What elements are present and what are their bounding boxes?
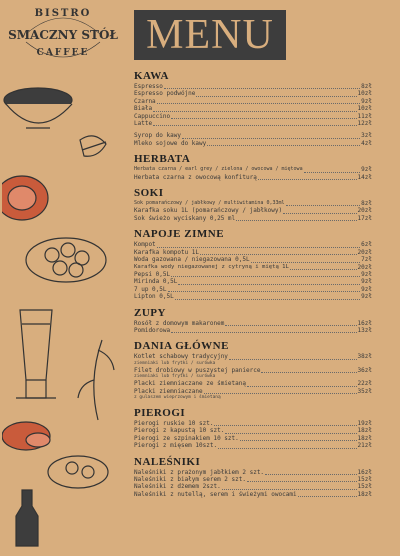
menu-item: Woda gazowana / niegazowana 0,5L 7zł: [134, 256, 372, 264]
menu-item: Naleśniki z prażonym jabłkiem 2 szt. 16zł: [134, 468, 372, 476]
section-title: PIEROGI: [134, 406, 186, 419]
section-title: KAWA: [134, 70, 170, 82]
menu-item: Herbata czarna z owocową konfiturą 14zł: [134, 173, 372, 181]
menu-item: Syrop do kawy 3zł: [134, 132, 372, 140]
page-title: MENU: [146, 12, 274, 58]
menu-item: Cappuccino 11zł: [134, 112, 372, 120]
logo-middle-text: SMACZNY STÓŁ: [8, 28, 118, 42]
herb-icon: [78, 340, 114, 420]
menu-item: Placki ziemniaczane ze śmietaną 22zł: [134, 380, 372, 388]
section-nalesniki: [134, 456, 372, 499]
menu-item: Karafka kompotu 1L 20zł: [134, 248, 372, 256]
dumplings-icon: [26, 238, 106, 282]
section-dania-glowne: [134, 340, 372, 401]
menu-item: Herbata czarna / earl grey / zielona / owocowa / miętowa 9zł: [134, 166, 372, 174]
section-kawa: [134, 70, 372, 147]
menu-item: Filet drobiowy w puszystej panierce 36zł: [134, 366, 372, 374]
menu-item: Naleśniki z nutellą, serem i świeżymi owocami 18zł: [134, 490, 372, 498]
bistro-logo: [6, 6, 120, 64]
section-herbata: [134, 153, 372, 181]
menu-item: Kompot 6zł: [134, 241, 372, 249]
menu-item: Pomidorowa 13zł: [134, 326, 372, 334]
menu-item: Pierogi z kapustą 10 szt. 18zł: [134, 427, 372, 435]
food-sketches: [2, 80, 132, 550]
leaf-icon: [80, 136, 106, 156]
menu-item: 7 up 0,5L 9zł: [134, 285, 372, 293]
menu-item: Lipton 0,5L 9zł: [134, 293, 372, 301]
section-title: NALEŚNIKI: [134, 455, 201, 468]
menu-item: Karafka soku 1L (pomarańczowy / jabłkowy) 20zł: [134, 207, 372, 215]
menu-item: Latte 12zł: [134, 120, 372, 128]
section-title: SOKI: [134, 187, 164, 200]
section-title: DANIA GŁÓWNE: [134, 340, 229, 353]
menu-item-note: z gulaszem wieprzowym i śmietaną: [134, 394, 221, 400]
logo-bottom-text: CAFFEE: [36, 48, 90, 58]
section-title: HERBATA: [134, 153, 191, 166]
menu-item: Sok świeżo wyciskany 0,25 ml 17zł: [134, 214, 372, 222]
menu-item-note: ziemniaki lub frytki / surówka: [134, 374, 216, 380]
pastries-icon: [48, 456, 108, 488]
menu-item: Kotlet schabowy tradycyjny 38zł: [134, 353, 372, 361]
menu-title-box: [134, 10, 286, 60]
menu-item: Sok pomarańczowy / jabłkowy / multiwitamina 0,33ml 8zł: [134, 200, 372, 208]
bowl-icon: [4, 88, 72, 128]
menu-item: Naleśniki z białym serem 2 szt. 15zł: [134, 476, 372, 483]
menu-item: Czarna 9zł: [134, 97, 372, 105]
section-pierogi: [134, 407, 372, 450]
menu-item: Mleko sojowe do kawy 4zł: [134, 139, 372, 147]
menu-item: Pepsi 0,5L 9zł: [134, 270, 372, 278]
tomato-icon: [2, 176, 48, 220]
section-zupy: [134, 307, 372, 335]
menu-item: Biała 10zł: [134, 105, 372, 113]
menu-item: Rosół z domowym makaronem 16zł: [134, 319, 372, 327]
menu-item: Pierogi z mięsem 10szt. 21zł: [134, 442, 372, 450]
menu-item: Naleśniki z dżemem 2szt. 15zł: [134, 483, 372, 491]
menu-content: [134, 70, 372, 504]
menu-item: Pierogi ze szpinakiem 10 szt. 18zł: [134, 434, 372, 442]
menu-item: Espresso 8zł: [134, 83, 372, 90]
drink-glass-icon: [16, 310, 56, 398]
section-soki: [134, 187, 372, 222]
menu-item: Karafka wody niegazowanej z cytryną i miętą 1L 20zł: [134, 263, 372, 271]
tomato-slices-icon: [2, 422, 50, 450]
menu-item: Pierogi ruskie 10 szt. 19zł: [134, 419, 372, 427]
menu-item: Espresso podwójne 10zł: [134, 90, 372, 98]
section-napoje-zimne: [134, 228, 372, 300]
section-title: ZUPY: [134, 306, 166, 319]
bottle-icon: [16, 490, 38, 546]
menu-item: Placki ziemniaczane 35zł: [134, 387, 372, 395]
menu-item-note: ziemniaki lub frytki / surówka: [134, 360, 216, 366]
section-title: NAPOJE ZIMNE: [134, 228, 225, 241]
menu-item: Mirinda 0,5L 9zł: [134, 278, 372, 286]
logo-top-text: BISTRO: [34, 8, 92, 19]
